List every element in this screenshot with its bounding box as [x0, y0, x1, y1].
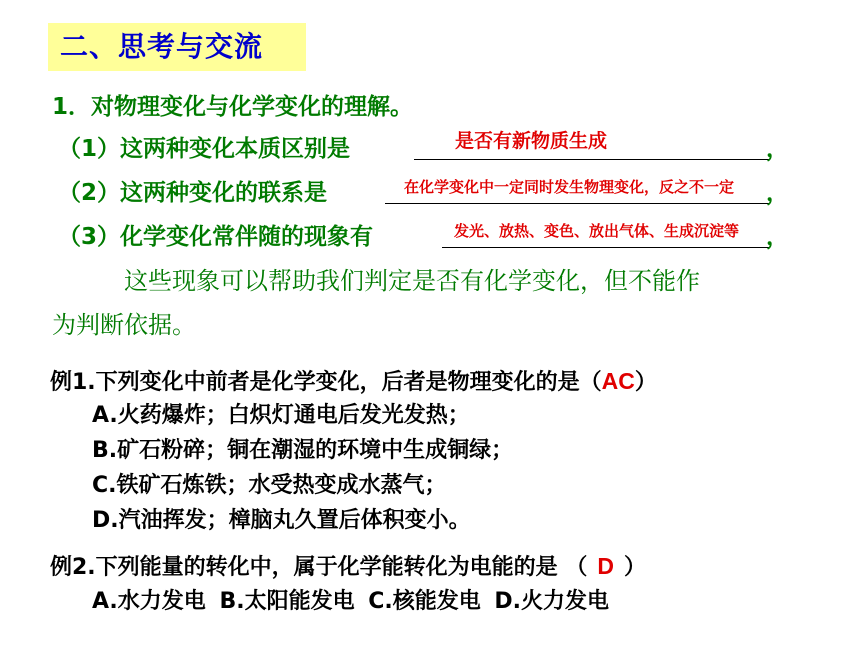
example-2-answer: D: [597, 553, 614, 579]
item-2-end: ，: [766, 180, 789, 206]
section-title: 二、思考与交流: [60, 30, 264, 63]
example-1-stem: [50, 366, 657, 398]
note-line-1: 这些现象可以帮助我们判定是否有化学变化，但不能作: [124, 267, 700, 295]
item-3-label: （3）化学变化常伴随的现象有: [58, 224, 374, 250]
note-line-2: 为判断依据。: [52, 311, 196, 339]
item-1-answer: 是否有新物质生成: [455, 131, 608, 152]
item-1-label: （1）这两种变化本质区别是: [58, 136, 351, 162]
item-1-blank: [414, 159, 770, 160]
item-3-blank: [442, 247, 770, 248]
item-2-answer: 在化学变化中一定同时发生物理变化，反之不一定: [404, 179, 735, 196]
example-1-close: ）: [634, 370, 657, 395]
item-3-answer: 发光、放热、变色、放出气体、生成沉淀等: [454, 223, 740, 240]
example-1-stem-text: 例1.下列变化中前者是化学变化，后者是物理变化的是（: [50, 370, 602, 395]
item-2-blank: [385, 203, 770, 204]
example-1-option-a: A.火药爆炸；白炽灯通电后发光发热；: [92, 403, 470, 428]
example-1-option-c: C.铁矿石炼铁；水受热变成水蒸气；: [92, 473, 447, 498]
example-2-stem: [50, 551, 646, 583]
example-1-option-d: D.汽油挥发；樟脑丸久置后体积变小。: [92, 508, 471, 533]
example-2-stem-text: 例2.下列能量的转化中，属于化学能转化为电能的是 （: [50, 555, 588, 580]
question-heading: 1．对物理变化与化学变化的理解。: [52, 94, 414, 120]
example-1-answer: AC: [601, 368, 635, 394]
item-1-end: ，: [766, 136, 789, 162]
example-1-option-b: B.矿石粉碎；铜在潮湿的环境中生成铜绿；: [92, 438, 514, 463]
example-2-close: ）: [623, 555, 646, 580]
example-2-options: A.水力发电 B.太阳能发电 C.核能发电 D.火力发电: [92, 589, 610, 614]
item-3-end: ，: [766, 224, 789, 250]
item-2-label: （2）这两种变化的联系是: [58, 180, 328, 206]
